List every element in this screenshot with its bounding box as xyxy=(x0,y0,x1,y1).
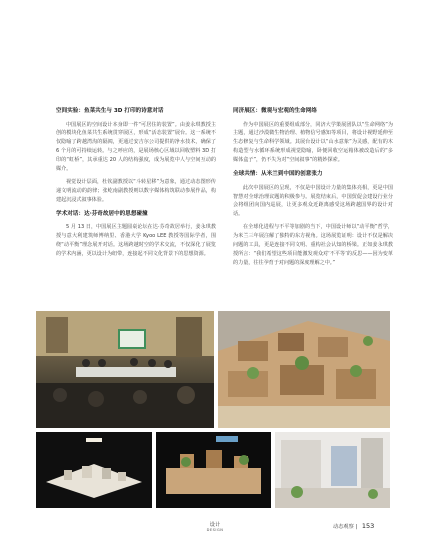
paragraph: 此次中国展区的呈现，不仅是中国设计力量的集体亮相，更是中国智慧对全球治理议题的积极参与。展览结束后，中国贸促会建设行业分会将组团向国内巡展，让更多观众近距离感受这场跨越国界的设计对话。 xyxy=(233,184,393,218)
paragraph: 在全球化进程与不平等加剧的当下，中国设计师以“动平衡”哲学，为米兰三年展注解了独特的东方视角。这场展览证明：设计不仅是解决问题的工具，更是连接不同文明、重构社会认知的桥梁。正如姜永琪教授所言：“我们希望这些项目能激发观众对‘不平等’的反思——因为变革的力量，往往孕育于对问题的深度理解之中。” xyxy=(233,224,393,266)
section-heading-tongji: 同济展区：微观与宏观的生命网络 xyxy=(233,108,317,114)
left-text-column xyxy=(56,108,216,263)
exhibit-installation-photo xyxy=(275,432,390,508)
section-heading-space-experiment: 空间实验：鱼菜共生与 3D 打印的诗意对话 xyxy=(56,108,164,114)
footer-section-cn: 设计 xyxy=(209,522,221,528)
exhibition-models-photo xyxy=(218,311,390,428)
footer-page-info xyxy=(333,522,374,530)
section-heading-global-empathy: 全球共情：从米兰到中国的创意张力 xyxy=(233,171,323,178)
footer-column-name: 动态观察 xyxy=(333,524,354,530)
footer-separator: | xyxy=(355,524,358,530)
paragraph: 视觉设计层面，杜钦副教授以“斗转星移”为意象，通过动态图形传递文明流动的韵律；张屹南副教授则以数字媒体构筑联动参展作品，构建起沉浸式叙事体验。 xyxy=(56,178,216,203)
paragraph: 中国展区的空间设计本身即一件“可居住的装置”。由姜永琪教授主创的模块化鱼菜共生系统贯穿展区，形成“活态装置”展台。这一系统不仅隐喻了跨越湾沟的隔阂，更通过安吉尔公司提供的净水技术，确保了 6 个月的可持续运转。与之呼应的，是展场核心区域以回收塑料 3D 打印的“虹桥”，其承重达 20 人的结构强度，成为展览中人与空间互动的媒介。 xyxy=(56,121,216,173)
dark-exhibit-photo-1 xyxy=(36,432,152,508)
dark-exhibit-photo-2 xyxy=(156,432,271,508)
paragraph: 作为中国展区的重要组成部分，同济大学策展团队以“生命网络”为主题，通过沙漠微生物治理、植物信号感知等项目，将设计视野延伸至生态修复与生命科学领域。其展台设计以“山水意象”为灵感，配有的木构造型与水循环系统形成视觉隐喻，卧便回收空运箱体被改造后的“多媒体盒子”，仍不失为对“空间叙事”的精妙探索。 xyxy=(233,121,393,164)
panel-discussion-photo xyxy=(36,311,214,428)
paragraph: 5 月 13 日，中国展区主题圆桌论坛在达·芬奇故居举行，姜永琪教授与意大利建筑师博纳里、香港大学 Kyoo LEE 教授等国际学者，围绕“动平衡”理念展开对话。这场跨越时空的学术交流，不仅深化了展览的学术内涵，更以设计为纽带，连接起不同文化背景下的思想资源。 xyxy=(56,224,216,257)
footer-section-en: DESIGN xyxy=(206,528,224,532)
page-number: 153 xyxy=(361,522,375,530)
footer-section-label xyxy=(192,521,238,532)
right-text-column xyxy=(233,108,393,272)
section-heading-academic-dialogue: 学术对话：达·芬奇故居中的思想碰撞 xyxy=(56,210,148,217)
